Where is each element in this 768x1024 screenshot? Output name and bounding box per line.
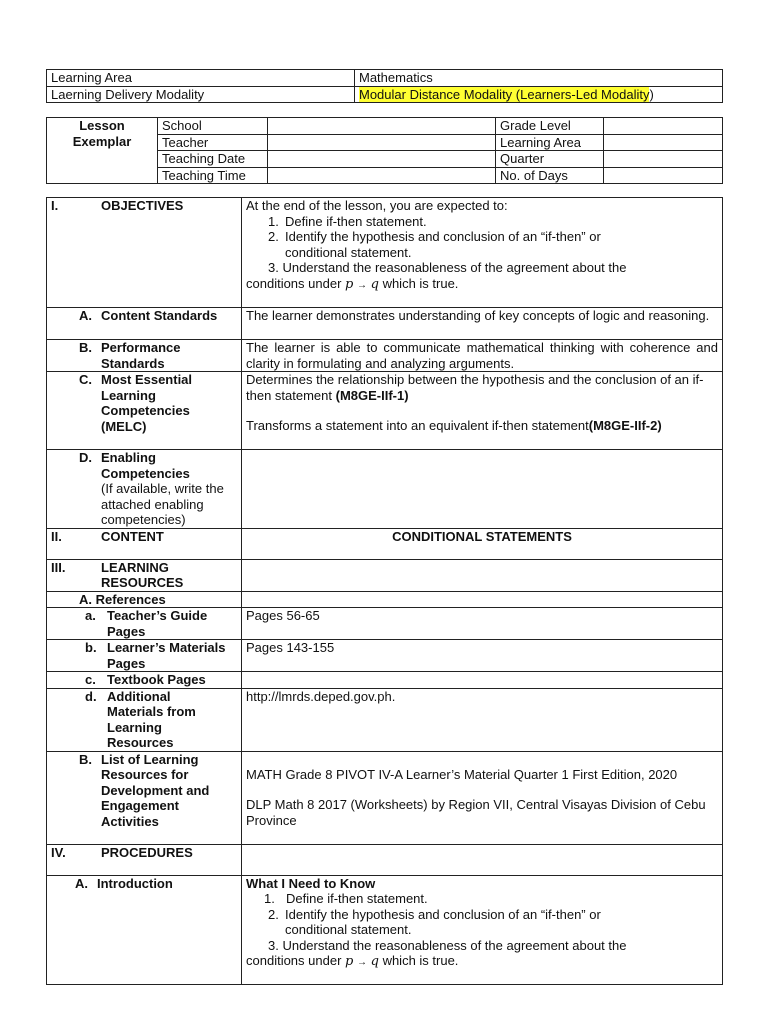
textbook-value[interactable] <box>242 672 723 689</box>
learners-materials-label-cell <box>47 640 242 672</box>
additional-materials-value[interactable]: http://lmrds.deped.gov.ph. <box>242 688 723 751</box>
introduction-label-cell <box>47 875 242 984</box>
references-value[interactable] <box>242 591 723 608</box>
label-line: (MELC) <box>101 418 147 434</box>
learning-area-label-2: Learning Area <box>496 134 604 151</box>
list-item <box>246 229 718 260</box>
objectives-list <box>246 214 718 261</box>
label-line: Standards <box>101 355 165 371</box>
lesson-plan-table <box>46 197 723 985</box>
label-line: Teacher’s Guide <box>107 608 208 623</box>
enabling-note: (If available, write the attached enabling competencies) <box>101 481 224 527</box>
no-of-days-label: No. of Days <box>496 167 604 184</box>
competency-text: Transforms a statement into an equivalent if-then statement <box>246 418 589 433</box>
introduction-heading: What I Need to Know <box>246 875 376 891</box>
objectives-intro: At the end of the lesson, you are expected to: <box>246 198 508 213</box>
content-num: II. <box>51 528 62 544</box>
objectives-num: I. <box>51 198 59 213</box>
grade-level-label: Grade Level <box>496 118 604 135</box>
enabling-label-cell <box>47 450 242 529</box>
teachers-guide-label-cell <box>47 608 242 640</box>
label-line: Pages <box>107 655 146 671</box>
item-text: Define if-then statement. <box>286 891 428 906</box>
teacher-value[interactable] <box>268 134 496 151</box>
competency-code: (M8GE-IIf-2) <box>588 418 662 433</box>
modality-label: Laerning Delivery Modality <box>47 86 355 103</box>
content-standards-num: A. <box>79 308 92 323</box>
lesson-info-table <box>46 117 723 184</box>
objectives-item-3: 3. Understand the reasonableness of the agreement about the <box>268 260 627 275</box>
list-resources-num: B. <box>79 751 92 767</box>
item-number: 1. <box>268 213 279 229</box>
resources-value[interactable] <box>242 559 723 591</box>
label-line: RESOURCES <box>101 575 184 590</box>
introduction-list <box>246 891 718 938</box>
procedures-num: IV. <box>51 844 66 860</box>
content-label: CONTENT <box>101 528 164 544</box>
label-line: LEARNING <box>101 559 169 575</box>
quarter-label: Quarter <box>496 151 604 168</box>
item-text: which is true. <box>382 953 459 968</box>
modality-value: Modular Distance Modality (Learners-Led Modality <box>359 86 650 102</box>
introduction-item-3: 3. Understand the reasonableness of the agreement about the <box>268 937 627 953</box>
label-line: Development and <box>101 782 210 798</box>
melc-label <box>101 372 192 434</box>
objectives-value-cell <box>242 198 723 308</box>
introduction-num: A. <box>75 875 88 891</box>
label-line: Materials from <box>107 704 196 719</box>
label-line: Resources <box>107 735 174 750</box>
label-line: Competencies <box>101 465 190 481</box>
label-line: Resources for <box>101 767 189 782</box>
math-q: q <box>370 276 379 292</box>
resource-entry-1: MATH Grade 8 PIVOT IV-A Learner’s Material Quarter 1 First Edition, 2020 <box>246 766 678 782</box>
textbook-num: c. <box>85 672 96 687</box>
teaching-date-value[interactable] <box>268 151 496 168</box>
melc-label-cell <box>47 372 242 450</box>
content-standards-label-cell <box>47 308 242 340</box>
performance-standards-label-cell <box>47 340 242 372</box>
objectives-item-3-line2 <box>246 276 718 294</box>
learning-area-value: Mathematics <box>355 70 723 87</box>
label-line: Learner’s Materials <box>107 640 226 655</box>
quarter-value[interactable] <box>604 151 723 168</box>
content-standards-label: Content Standards <box>101 308 218 323</box>
exemplar-line-1: Lesson <box>79 118 125 133</box>
no-of-days-value[interactable] <box>604 167 723 184</box>
item-text <box>285 907 601 938</box>
school-value[interactable] <box>268 118 496 135</box>
list-resources-label-cell <box>47 751 242 844</box>
modality-close: ) <box>649 86 654 102</box>
list-item <box>246 907 718 938</box>
teaching-time-label: Teaching Time <box>158 167 268 184</box>
textbook-label: Textbook Pages <box>107 672 206 687</box>
resource-entry-2: DLP Math 8 2017 (Worksheets) by Region VII, Central Visayas Division of Cebu Province <box>246 797 706 828</box>
teacher-label: Teacher <box>158 134 268 151</box>
item-text-line: conditional statement. <box>285 922 412 937</box>
item-number: 1. <box>264 891 275 906</box>
objectives-label: OBJECTIVES <box>101 198 184 213</box>
school-label: School <box>158 118 268 135</box>
label-line: Learning <box>107 719 162 735</box>
header-table <box>46 69 723 103</box>
resources-num: III. <box>51 559 66 575</box>
label-line: List of Learning <box>101 751 199 767</box>
references-label: A. References <box>47 591 242 608</box>
introduction-label: Introduction <box>97 875 173 891</box>
enabling-label <box>101 450 237 528</box>
math-q: q <box>370 954 379 969</box>
competency-code: (M8GE-IIf-1) <box>335 387 409 403</box>
item-text: which is true. <box>382 275 459 291</box>
item-text: conditions under <box>246 953 342 968</box>
math-arrow: → <box>356 957 367 968</box>
learners-materials-label <box>107 640 226 671</box>
procedures-label-cell <box>47 844 242 875</box>
item-number: 2. <box>268 906 279 922</box>
textbook-label-cell <box>47 672 242 689</box>
label-line: Competencies <box>101 403 190 418</box>
introduction-value-cell <box>242 875 723 984</box>
content-standards-value: The learner demonstrates understanding of key concepts of logic and reasoning. <box>242 308 723 340</box>
objectives-row <box>47 198 723 308</box>
label-line: Performance <box>101 340 181 355</box>
teaching-date-label: Teaching Date <box>158 151 268 168</box>
enabling-num: D. <box>79 450 92 465</box>
content-value: CONDITIONAL STATEMENTS <box>242 528 723 559</box>
label-line: Additional <box>107 688 171 704</box>
performance-standards-value: The learner is able to communicate mathematical thinking with coherence and clarity in formulating and analyzing arguments. <box>242 340 723 372</box>
competency-text: Determines the relationship between the hypothesis and the conclusion of an if-then statement <box>246 372 704 403</box>
learning-area-value-2[interactable] <box>604 134 723 151</box>
grade-level-value[interactable] <box>604 118 723 135</box>
exemplar-line-2: Exemplar <box>72 133 132 149</box>
item-text: conditions under <box>246 275 342 291</box>
item-number: 2. <box>268 229 279 244</box>
additional-materials-label-cell <box>47 688 242 751</box>
label-line: Most Essential <box>101 372 193 387</box>
label-line: Pages <box>107 623 146 639</box>
procedures-label: PROCEDURES <box>101 844 193 860</box>
label-line: Enabling <box>101 450 156 465</box>
performance-standards-num: B. <box>79 340 92 355</box>
item-text-line: conditional statement. <box>285 244 412 260</box>
list-item <box>246 891 718 907</box>
resources-label-cell <box>47 559 242 591</box>
math-p: p <box>345 954 354 969</box>
learners-materials-value: Pages 143-155 <box>242 640 723 672</box>
item-text-line: Identify the hypothesis and conclusion of an “if-then” or <box>285 229 601 244</box>
item-text-line: Identify the hypothesis and conclusion of an “if-then” or <box>285 906 601 922</box>
lesson-exemplar-cell <box>47 118 158 184</box>
additional-materials-label <box>107 689 196 751</box>
resources-label <box>101 560 183 591</box>
melc-value-cell <box>242 372 723 450</box>
performance-standards-label <box>101 340 180 371</box>
introduction-item-3-line2 <box>246 953 718 971</box>
label-line: Activities <box>101 813 159 829</box>
list-item <box>246 214 718 230</box>
procedures-value[interactable] <box>242 844 723 875</box>
additional-materials-num: d. <box>85 688 97 704</box>
label-line: Learning <box>101 387 156 403</box>
learning-area-label: Learning Area <box>47 70 355 87</box>
item-text: Define if-then statement. <box>285 213 427 229</box>
math-p: p <box>345 276 354 292</box>
learners-materials-num: b. <box>85 640 97 655</box>
melc-competency-2 <box>246 418 718 434</box>
melc-num: C. <box>79 372 92 387</box>
modality-cell <box>355 86 723 103</box>
label-line: Engagement <box>101 798 180 813</box>
item-text <box>285 229 601 260</box>
teachers-guide-num: a. <box>85 608 96 623</box>
teachers-guide-label <box>107 608 207 639</box>
content-label-cell <box>47 528 242 559</box>
math-arrow: → <box>356 279 367 291</box>
teachers-guide-value: Pages 56-65 <box>242 608 723 640</box>
melc-competency-1 <box>246 372 718 403</box>
enabling-value[interactable] <box>242 450 723 529</box>
teaching-time-value[interactable] <box>268 167 496 184</box>
list-resources-label <box>101 752 209 830</box>
list-resources-value-cell <box>242 751 723 844</box>
objectives-label-cell <box>47 198 242 308</box>
